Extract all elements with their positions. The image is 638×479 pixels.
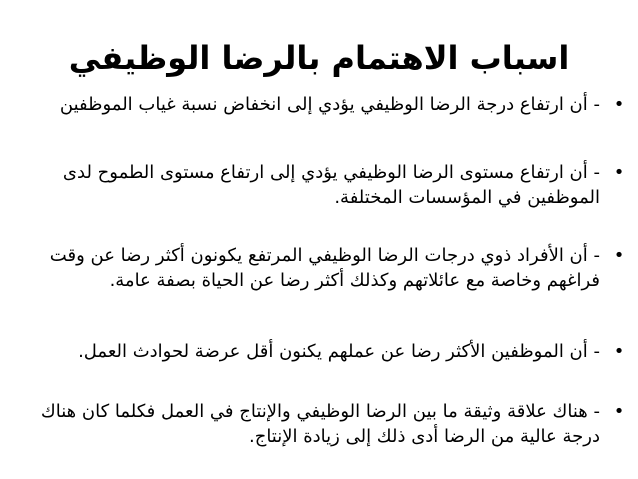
bullet-point: • <box>613 94 625 115</box>
bullet-text: - أن ارتفاع مستوى الرضا الوظيفي يؤدي إلى ارتفاع مستوى الطموح لدى الموظفين في المؤسسات المختلفة. <box>62 162 600 208</box>
bullet-text: - أن ارتفاع درجة الرضا الوظيفي يؤدي إلى انخفاض نسبة غياب الموظفين <box>59 94 600 115</box>
bullet-item <box>26 339 626 364</box>
bullet-item <box>26 243 626 293</box>
bullet-item <box>26 399 626 449</box>
bullet-text: - أن الموظفين الأكثر رضا عن عملهم يكنون أقل عرضة لحوادث العمل. <box>78 341 600 362</box>
bullet-point: • <box>613 245 625 266</box>
bullet-point: • <box>613 341 625 362</box>
slide-title: اسباب الاهتمام بالرضا الوظيفي <box>68 39 570 77</box>
bullet-text: - هناك علاقة وثيقة ما بين الرضا الوظيفي والإنتاج في العمل فكلما كان هناك درجة عالية من الرضا أدى ذلك إلى زيادة الإنتاج. <box>40 401 600 447</box>
bullet-point: • <box>613 401 625 422</box>
bullet-item <box>26 160 626 210</box>
bullet-item <box>26 92 626 117</box>
bullet-text: - أن الأفراد ذوي درجات الرضا الوظيفي المرتفع يكونون أكثر رضا عن وقت فراغهم وخاصة مع عائلاتهم وكذلك أكثر رضا عن الحياة بصفة عامة. <box>49 245 600 291</box>
bullet-point: • <box>613 162 625 183</box>
